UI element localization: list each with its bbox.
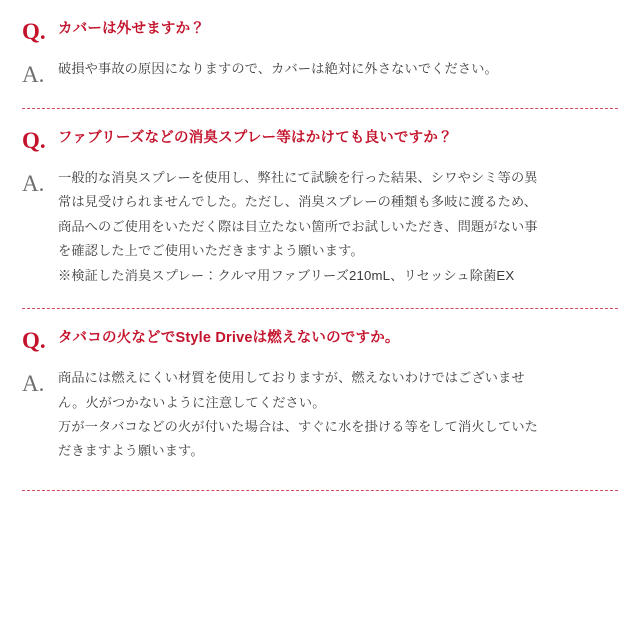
question-row [22, 309, 618, 352]
question-marker: Q. [22, 128, 46, 153]
answer-row [22, 43, 618, 86]
spacer [22, 464, 618, 490]
faq-item [22, 109, 618, 288]
answer-line: ん。火がつかないように注意してください。 [58, 394, 326, 410]
answer-line: 常は見受けられませんでした。ただし、消臭スプレーの種類も多岐に渡るため、 [58, 194, 538, 210]
question-text: ファブリーズなどの消臭スプレー等はかけても良いですか？ [58, 130, 453, 146]
answer-line: 一般的な消臭スプレーを使用し、弊社にて試験を行った結果、シワやシミ等の異 [58, 170, 538, 185]
question-row [22, 0, 618, 43]
answer-line: 破損や事故の原因になりますので、カバーは絶対に外さないでください。 [58, 61, 498, 76]
question-text: タバコの火などでStyle Driveは燃えないのですか。 [58, 330, 400, 347]
answer-text [58, 57, 498, 81]
answer-text [58, 366, 538, 464]
section-divider [22, 490, 618, 491]
question-marker: Q. [22, 328, 46, 354]
faq-item [22, 309, 618, 464]
answer-line: を確認した上でご使用いただきますよう願います。 [58, 243, 364, 259]
answer-row [22, 352, 618, 464]
answer-row [22, 152, 618, 288]
answer-marker: A. [22, 171, 45, 196]
answer-marker: A. [22, 371, 45, 397]
question-text: カバーは外せますか？ [58, 21, 205, 37]
answer-line: 万が一タバコなどの火が付いた場合は、すぐに水を掛ける等をして消火していた [58, 418, 539, 434]
spacer [22, 288, 618, 308]
answer-line: 商品には燃えにくい材質を使用しておりますが、燃えないわけではございませ [58, 370, 525, 386]
answer-line: ※検証した消臭スプレー：クルマ用ファブリーズ210mL、リセッシュ除菌EX [58, 267, 515, 283]
answer-marker: A. [22, 62, 45, 87]
answer-line: だきますよう願います。 [58, 443, 204, 459]
faq-item [22, 0, 618, 86]
answer-text [58, 166, 538, 288]
answer-line: 商品へのご使用をいただく際は目立たない箇所でお試しいただき、問題がない事 [58, 218, 538, 234]
question-row [22, 109, 618, 152]
question-marker: Q. [22, 19, 46, 44]
spacer [22, 86, 618, 108]
